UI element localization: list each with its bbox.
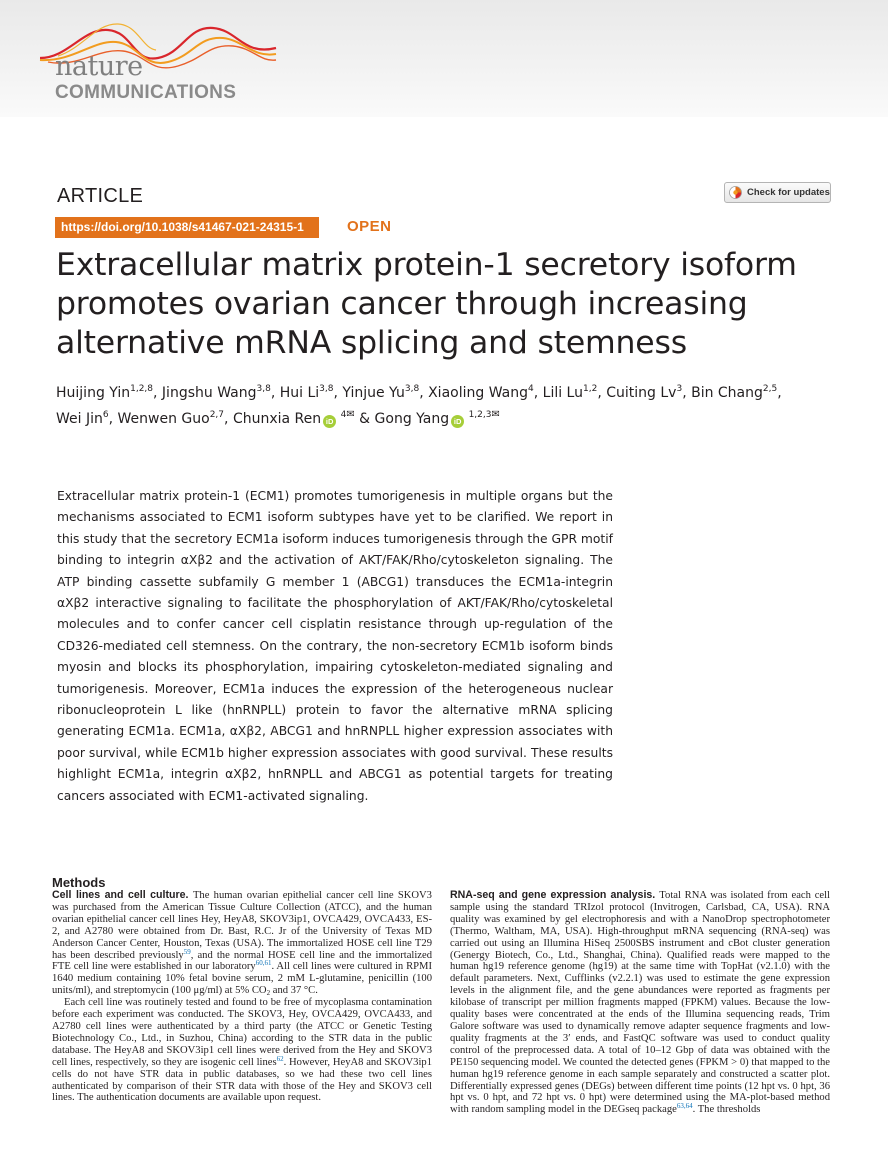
paragraph-text: and 37 °C. (270, 985, 318, 997)
author-affiliation: 3 (676, 384, 683, 394)
citation-link[interactable]: 62 (276, 1054, 284, 1063)
citation-link[interactable]: 63,64 (676, 1102, 693, 1111)
section-heading-rnaseq: RNA-seq and gene expression analysis (450, 889, 653, 901)
author-name[interactable]: Wei Jin (56, 411, 103, 427)
author-affiliation: 4 (340, 410, 347, 420)
open-access-label: OPEN (347, 218, 392, 235)
citation-link[interactable]: 60,61 (255, 959, 272, 968)
journal-logo-communications: COMMUNICATIONS (55, 82, 237, 103)
author-name[interactable]: Yinjue Yu (342, 385, 405, 401)
title-line: alternative mRNA splicing and stemness (56, 325, 687, 361)
paragraph-text: Each cell line was routinely tested and found to be free of mycoplasma contamination before each experiment was conducted. The SKOV3, Hey, OVCA429, OVCA433, and A2780 cell lines were authenticated by a third party (the ATCC or Genetic Testing Biotechnology Co., Ltd., in Suzhou, China) according to the STR data in the public database. The HeyA8 and SKOV3ip1 cell lines were derived from the Hey and SKOV3 cell lines, respectively, so they are isogenic cell lines (52, 997, 432, 1068)
article-type-label: ARTICLE (57, 185, 144, 207)
author-affiliation: 6 (102, 410, 109, 420)
paragraph-text: . All cell lines were cultured in RPMI 1640 medium containing 10% fetal bovine serum, 2 mM L-glutamine, penicillin (100 units/ml), and streptomycin (100 μg/ml) at 5% CO (52, 961, 432, 997)
author-affiliation: 3,8 (404, 384, 420, 394)
author-name[interactable]: Chunxia Ren (232, 411, 322, 427)
author-name[interactable]: Bin Chang (691, 385, 763, 401)
methods-paragraph (52, 997, 432, 1104)
author-name[interactable]: Lili Lu (542, 385, 583, 401)
author-affiliation: 2,7 (209, 410, 225, 420)
author-list (56, 380, 846, 432)
section-heading-cell-lines: Cell lines and cell culture (52, 889, 186, 901)
author-affiliation: 3,8 (319, 384, 334, 394)
paragraph-text: Total RNA was isolated from each cell sample using the standard TRIzol protocol (Invitrogen, Carlsbad, CA, USA). RNA quality was examined by gel electrophoresis and with a NanoDrop spectrophotometer (Thermo, Waltham, MA, USA). High-throughput mRNA sequencing (RNA-seq) was carried out using an Illumina HiSeq 2500SBS instrument and cBot cluster generation (Genergy Biotech, Co., Ltd., Shanghai, China). Qualified reads were mapped to the human hg19 reference genome (hg19) at the same time with TopHat (v2.1.0) with the default parameters. Next, Cufflinks (v2.2.1) was used to estimate the gene expression levels in the alignment file, and the gene abundances were reported as fragments per kilobase of transcript per million fragments mapped (FPKM) values. Because the low-quality bases were concentrated at the ends of the Illumina sequencing reads, Trim Galore software was used to dynamically remove adapter sequence fragments and low-quality fragments at the 3′ ends, and FastQC software was used to conduct quality control of the preprocessed data. A total of 10–12 Gbp of data was obtained with the PE150 sequencing model. We counted the detected genes (FPKM > 0) that mapped to the human hg19 reference genome in each sample separately and constructed a scatter plot. Differentially expressed genes (DEGs) between different time points (12 hpt vs. 0 hpt, 36 hpt vs. 0 hpt, and 72 hpt vs. 0 hpt) were determined using the MA-plot-based method with random sampling model in the DEGseq package (450, 890, 830, 1116)
author-affiliation: 2,5 (762, 384, 778, 394)
methods-paragraph: Cell lines and cell culture. The human ovarian epithelial cancer cell line SKOV3 was purchased from the American Tissue Culture Collection (ATCC), and the human ovarian epithelial cancer cell lines Hey, HeyA8, SKOV3ip1, OVCA429, OVCA433, ES-2, and A2780 were obtained from Dr. Bast, R.C. Jr of the University of Texas MD Anderson Cancer Center, Houston, Texas (USA). The immortalized HOSE cell line T29 has been described previously$^{59}$, and the normal HOSE cell line and the immortalized FTE cell line were established in our laboratory$^{60,61}$. All cell lines were cultured in RPMI 1640 medium containing 10% fetal bovine serum, 2 mM L-glutamine, penicillin (100 units/ml), and streptomycin (100 μg/ml) at 5% $CO_2$ and 37 °C. (52, 889, 432, 998)
author-name[interactable]: Gong Yang (374, 411, 450, 427)
author-affiliation: 1,2,8 (130, 384, 154, 394)
paragraph-text: . The thresholds (692, 1104, 761, 1116)
abstract: Extracellular matrix protein-1 (ECM1) promotes tumorigenesis in multiple organs but the mechanisms associated to ECM1 isoform subtypes have yet to be clarified. We report in this study that the secretory ECM1a isoform induces tumorigenesis through the GPR motif binding to integrin αXβ2 and the activation of AKT/FAK/Rho/cytoskeleton signaling. The ATP binding cassette subfamily G member 1 (ABCG1) transduces the ECM1a-integrin αXβ2 interactive signaling to facilitate the phosphorylation of AKT/FAK/Rho/cytoskeletal molecules and to confer cancer cell cisplatin resistance through up-regulation of the CD326-mediated cell stemness. On the contrary, the non-secretory ECM1b isoform binds myosin and blocks its phosphorylation, impairing cytoskeleton-mediated signaling and tumorigenesis. Moreover, ECM1a induces the expression of the heterogeneous nuclear ribonucleoprotein L like (hnRNPLL) protein to favor the alternative mRNA splicing generating ECM1a. ECM1a, αXβ2, ABCG1 and hnRNPLL higher expression associates with poor survival, while ECM1b higher expression associates with good survival. These results highlight ECM1a, integrin αXβ2, hnRNPLL and ABCG1 as potential targets for treating cancers associated with ECM1-activated signaling. (57, 489, 613, 803)
check-for-updates-button[interactable] (724, 182, 831, 203)
author-conjunction: & (359, 411, 371, 427)
author-affiliation: 1,2,3 (468, 410, 492, 420)
title-line: Extracellular matrix protein-1 secretory isoform (56, 247, 797, 283)
check-updates-icon (729, 186, 742, 199)
envelope-icon[interactable]: ✉ (346, 409, 355, 420)
check-updates-label: Check for updates (747, 187, 830, 198)
paragraph-text: , and the normal HOSE cell line and the immortalized FTE cell line were established in our laboratory (52, 949, 432, 973)
author-name[interactable]: Huijing Yin (56, 385, 131, 401)
orcid-icon[interactable]: iD (323, 415, 336, 428)
author-name[interactable]: Hui Li (279, 385, 320, 401)
subscript: 2 (266, 989, 271, 998)
author-affiliation: 4 (528, 384, 534, 394)
author-name[interactable]: Jingshu Wang (161, 385, 257, 401)
author-name[interactable]: Xiaoling Wang (428, 385, 528, 401)
title-line: promotes ovarian cancer through increasing (56, 286, 748, 322)
author-name[interactable]: Wenwen Guo (117, 411, 210, 427)
paragraph-text: The human ovarian epithelial cancer cell line SKOV3 was purchased from the American Tissue Culture Collection (ATCC), and the human ovarian epithelial cancer cell lines Hey, HeyA8, SKOV3ip1, OVCA429, OVCA433, ES-2, and A2780 were obtained from Dr. Bast, R.C. Jr of the University of Texas MD Anderson Cancer Center, Houston, Texas (USA). The immortalized HOSE cell line T29 has been described previously (52, 890, 432, 961)
paragraph-text: . However, HeyA8 and SKOV3ip1 cells do not have STR data in public databases, so we had these two cell lines authenticated by comparison of their STR data with those of the Hey and SKOV3 cell lines. The authentication documents are available upon request. (52, 1056, 432, 1104)
orcid-icon[interactable]: iD (451, 415, 464, 428)
author-line: Wei Jin$^6$, Wenwen Guo$^{2,7}$, Chunxia Ren iD $^{4✉}$ & Gong Yang iD $^{1,2,3✉}$ (56, 409, 500, 427)
author-line: Huijing Yin$^{1,2,8}$, Jingshu Wang$^{3,8}$, Hui Li$^{3,8}$, Yinjue Yu$^{3,8}$, Xiaoling Wang$^4$, Lili Lu$^{1,2}$, Cuiting Lv$^3$, Bin Chang$^{2,5}$, (56, 384, 782, 401)
author-affiliation: 3,8 (256, 384, 271, 394)
journal-banner (0, 0, 888, 117)
methods-column-left (52, 890, 432, 1104)
journal-logo-nature: nature (55, 51, 143, 82)
methods-paragraph: RNA-seq and gene expression analysis. Total RNA was isolated from each cell sample using the standard TRIzol protocol (Invitrogen, Carlsbad, CA, USA). RNA quality was examined by gel electrophoresis and with a NanoDrop spectrophotometer (Thermo, Waltham, MA, USA). High-throughput mRNA sequencing (RNA-seq) was carried out using an Illumina HiSeq 2500SBS instrument and cBot cluster generation (Genergy Biotech, Co., Ltd., Shanghai, China). Qualified reads were mapped to the human hg19 reference genome (hg19) at the same time with TopHat (v2.1.0) with the default parameters. Next, Cufflinks (v2.2.1) was used to estimate the gene expression levels in the alignment file, and the gene abundances were reported as fragments per kilobase of transcript per million fragments mapped (FPKM) values. Because the low-quality bases were concentrated at the ends of the Illumina sequencing reads, Trim Galore software was used to dynamically remove adapter sequence fragments and low-quality fragments at the 3′ ends, and FastQC software was used to conduct quality control of the preprocessed data. A total of 10–12 Gbp of data was obtained with the PE150 sequencing model. We counted the detected genes (FPKM > 0) that mapped to the human hg19 reference genome in each sample separately and constructed a scatter plot. Differentially expressed genes (DEGs) between different time points (12 hpt vs. 0 hpt, 36 hpt vs. 0 hpt, and 72 hpt vs. 0 hpt) were determined using the MA-plot-based method with random sampling model in the DEGseq package$^{63,64}$. The thresholds (450, 889, 830, 1116)
methods-column-right (450, 890, 830, 1116)
methods-heading: Methods (52, 875, 106, 890)
doi-link[interactable]: https://doi.org/10.1038/s41467-021-24315-1 (55, 217, 319, 238)
author-affiliation: 1,2 (583, 384, 598, 394)
article-title (56, 246, 846, 363)
citation-link[interactable]: 59 (183, 947, 191, 956)
author-name[interactable]: Cuiting Lv (606, 385, 677, 401)
envelope-icon[interactable]: ✉ (491, 409, 500, 420)
